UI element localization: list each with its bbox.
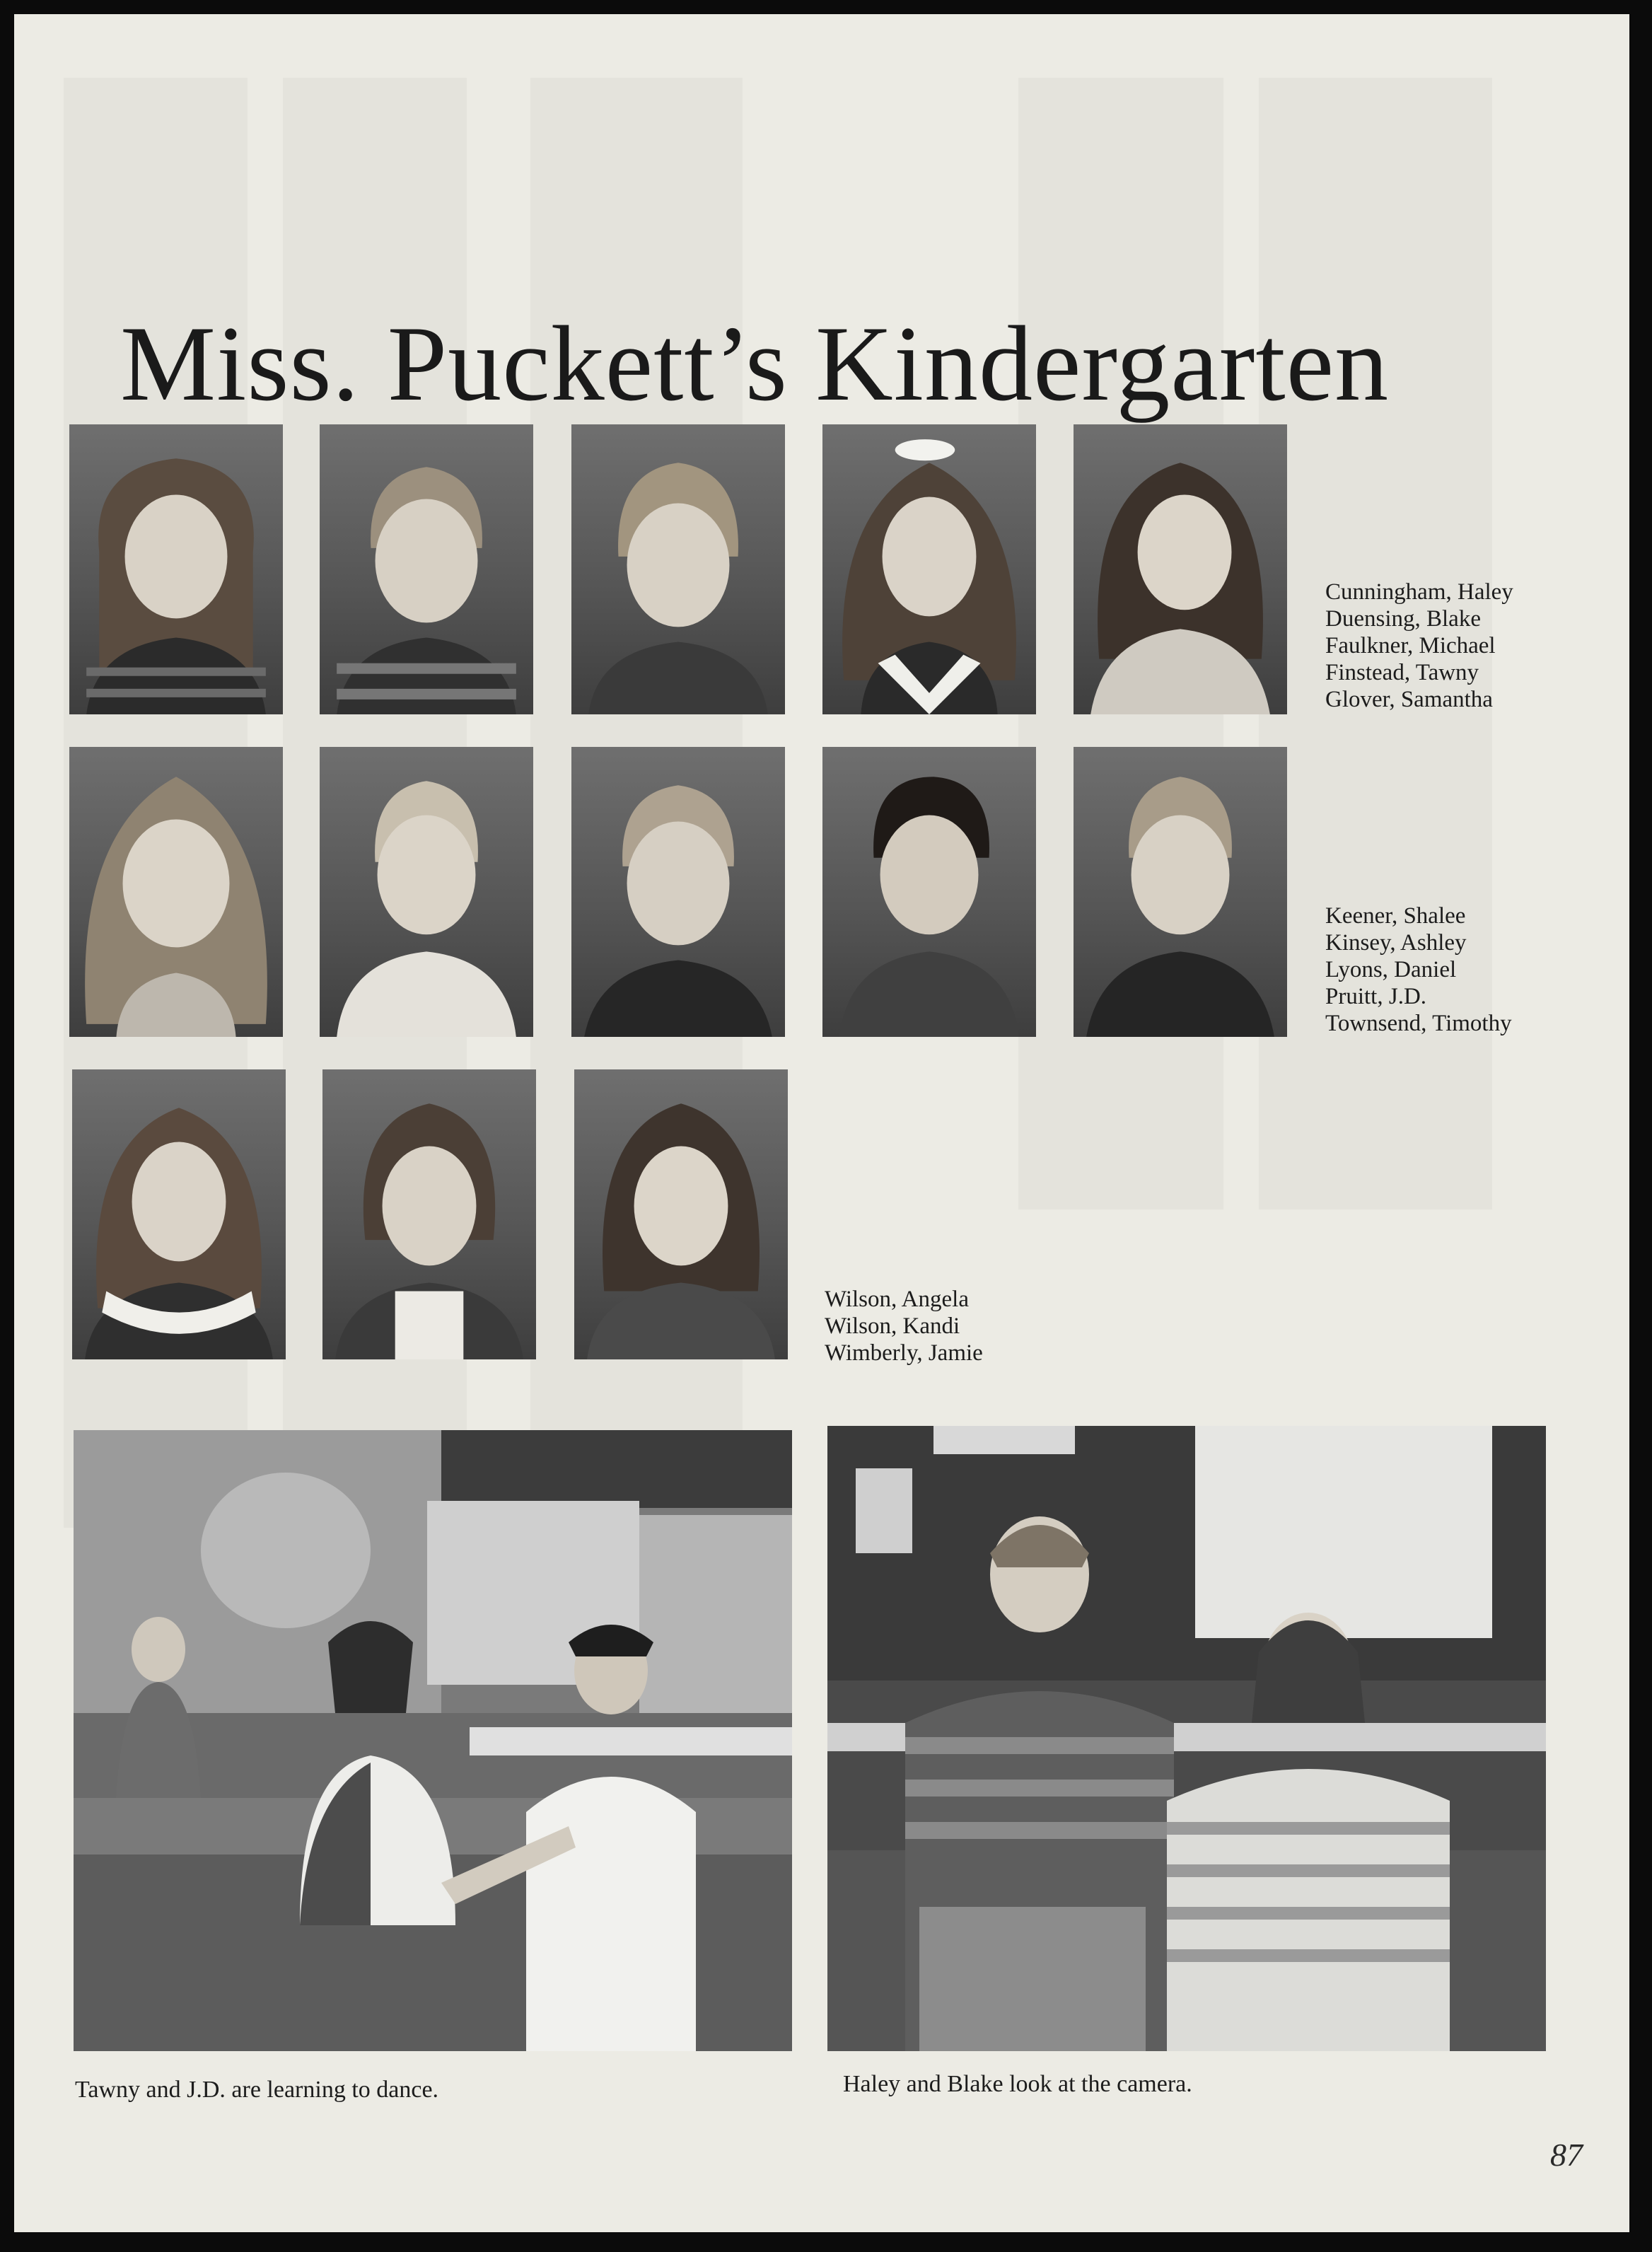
student-name: Finstead, Tawny [1325, 660, 1479, 685]
student-name: Kinsey, Ashley [1325, 930, 1467, 956]
student-portrait [69, 747, 283, 1037]
student-name: Cunningham, Haley [1325, 579, 1513, 605]
photo-caption: Tawny and J.D. are learning to dance. [75, 2077, 439, 2103]
candid-photo-camera [827, 1426, 1546, 2051]
candid-photo-dancing [74, 1430, 792, 2051]
photo-caption: Haley and Blake look at the camera. [843, 2071, 1192, 2097]
student-portrait [822, 747, 1036, 1037]
student-portrait [1074, 747, 1287, 1037]
name-list-row-3 [825, 1286, 983, 1366]
student-name: Faulkner, Michael [1325, 633, 1496, 658]
student-name: Lyons, Daniel [1325, 957, 1457, 982]
student-name: Pruitt, J.D. [1325, 984, 1427, 1009]
student-portrait [322, 1069, 536, 1359]
student-name: Wilson, Kandi [825, 1313, 960, 1339]
student-portrait [571, 747, 785, 1037]
student-portrait [574, 1069, 788, 1359]
student-portrait [320, 747, 533, 1037]
student-portrait [72, 1069, 286, 1359]
student-portrait [320, 424, 533, 714]
student-name: Wimberly, Jamie [825, 1340, 983, 1366]
page-title: Miss. Puckett’s Kindergarten [120, 304, 1390, 423]
name-list-row-1 [1325, 579, 1513, 713]
student-name: Townsend, Timothy [1325, 1011, 1512, 1036]
student-portrait [69, 424, 283, 714]
student-portrait [1074, 424, 1287, 714]
yearbook-page [14, 14, 1629, 2232]
student-name: Wilson, Angela [825, 1287, 969, 1312]
name-list-row-2 [1325, 902, 1512, 1037]
student-name: Keener, Shalee [1325, 903, 1466, 929]
student-portrait [571, 424, 785, 714]
student-name: Glover, Samantha [1325, 687, 1493, 712]
page-number: 87 [1550, 2137, 1583, 2173]
student-portrait [822, 424, 1036, 714]
student-name: Duensing, Blake [1325, 606, 1481, 632]
